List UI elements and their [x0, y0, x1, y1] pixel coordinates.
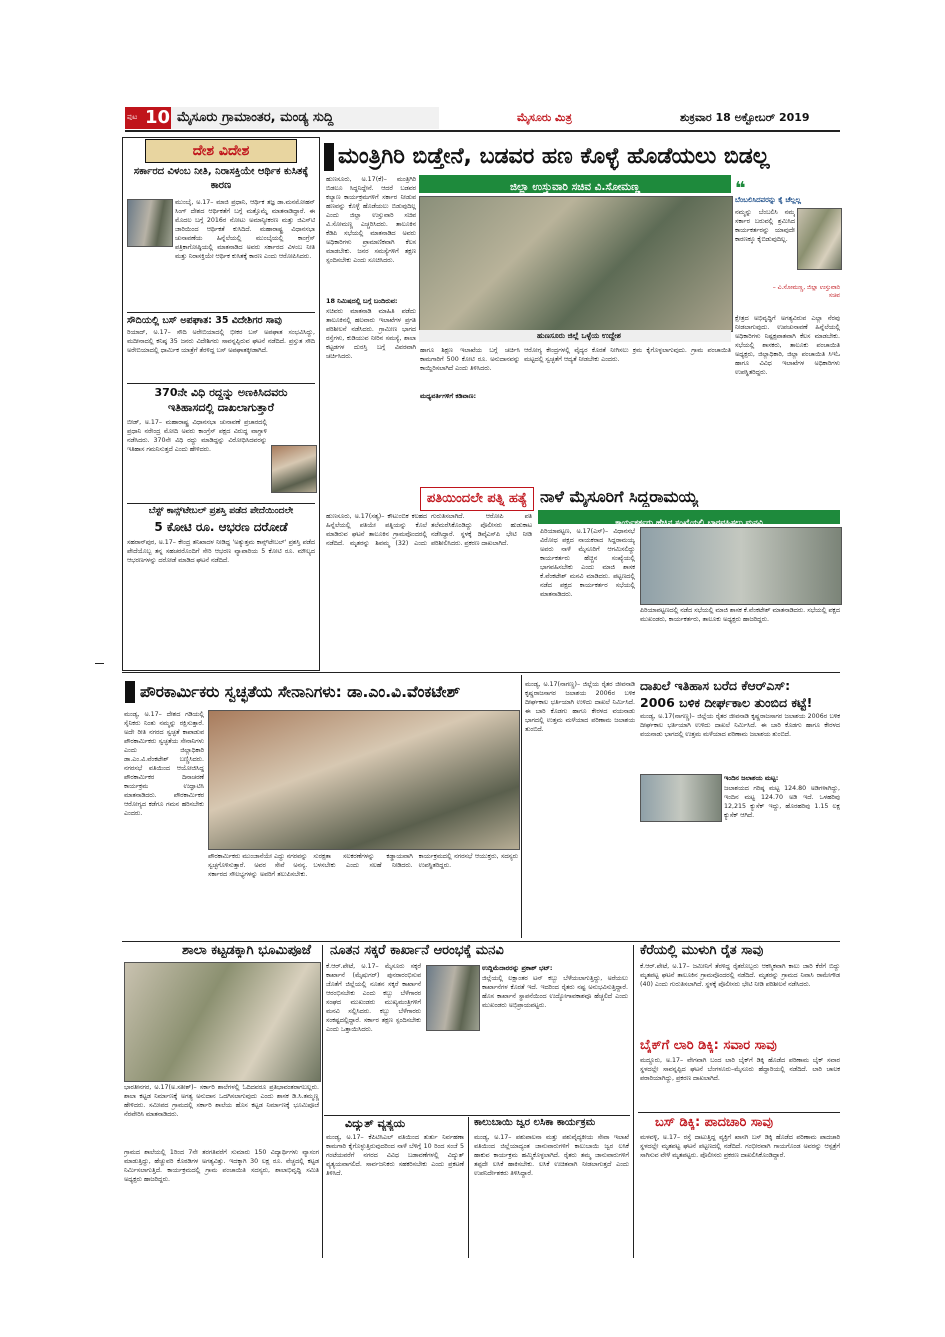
- lead-meeting-photo: [419, 196, 733, 332]
- story3-headline-1: 370ನೇ ವಿಧಿ ರದ್ದನ್ನು ಅಣಕಿಸಿದವರು: [154, 386, 288, 399]
- lead-photo-caption-band: [419, 330, 731, 342]
- lead-quote-box: [735, 178, 840, 310]
- siddaramaiah-meeting-photo: [640, 527, 842, 605]
- quote-by: – ವಿ.ಸೋಮಣ್ಣ, ಜಿಲ್ಲಾ ಉಸ್ತುವಾರಿ ಸಚಿವ: [772, 284, 840, 299]
- divider: [127, 503, 315, 504]
- column-rule: [468, 1117, 469, 1258]
- story4-headline-2: 5 ಕೋಟಿ ರೂ. ಆಭರಣ ದರೋಡೆ: [154, 520, 288, 534]
- keri-headline: ಕೆರೆಯಲ್ಲಿ ಮುಳುಗಿ ರೈತ ಸಾವು: [640, 943, 764, 958]
- kalubayi-headline: ಕಾಲುಬಾಯಿ ಜ್ವರ ಲಸಿಕಾ ಕಾರ್ಯಕ್ರಮ: [474, 1117, 596, 1128]
- column-rule: [322, 945, 323, 1258]
- pati-body: ಹುಣಸೂರು, ಅ.17(ಸತ್ಯ)– ಕೌಟುಂಬಿಕ ಕಲಹದ ಹಿನ್ನೆಲೆಯಲ್ಲಿ ಪತಿಯೇ ಪತ್ನಿಯನ್ನು ಕೊಲೆ ಮಾಡಿರುವ ಘಟನೆ ತಾಲೂಕಿನ ಗ್ರಾಮವೊಂದರಲ್ಲಿ ನಡೆದಿದೆ. ಮೃತರನ್ನು ಶಿವಮ್ಮ (32) ಎಂದು ಗುರುತಿಸಲಾಗಿದೆ. ಆರೋಪಿ ಪತಿ ತಲೆಮರೆಸಿಕೊಂಡಿದ್ದು ಪೊಲೀಸರು ಹುಡುಕಾಟ ನಡೆಸಿದ್ದಾರೆ. ಸ್ಥಳಕ್ಕೆ ಡಿವೈಎಸ್‌ಪಿ ಭೇಟಿ ನೀಡಿ ಪರಿಶೀಲಿಸಿದರು. ಪ್ರಕರಣ ದಾಖಲಾಗಿದೆ.: [326, 513, 532, 547]
- poura-body2: ಪೌರಕಾರ್ಮಿಕರು ಮುಂಜಾನೆಯೇ ಎದ್ದು ನಗರವನ್ನು ಸ್ವಚ್ಛಗೊಳಿಸುತ್ತಾರೆ. ಅವರ ಸೇವೆ ಅನನ್ಯ. ಸರ್ಕಾರದ ಸೌಲಭ್ಯಗಳನ್ನು ಅವರಿಗೆ ತಲುಪಿಸಬೇಕು. ಸುರಕ್ಷತಾ ಸಲಕರಣೆಗಳನ್ನು ಕಡ್ಡಾಯವಾಗಿ ಬಳಸಬೇಕು ಎಂದು ಸಲಹೆ ನೀಡಿದರು. ಕಾರ್ಯಕ್ರಮದಲ್ಲಿ ನಗರಸಭೆ ಆಯುಕ್ತರು, ಸದಸ್ಯರು ಉಪಸ್ಥಿತರಿದ್ದರು.: [208, 853, 518, 878]
- quote-mark: ❝: [735, 178, 746, 199]
- divider: [324, 1115, 630, 1116]
- lead-headline-bar: [324, 140, 840, 174]
- krs-headline-2: 2006 ಬಳಿಕ ದೀರ್ಘಕಾಲ ತುಂಬಿದ ಕಟ್ಟೆ!: [640, 695, 813, 710]
- lead-strap: [419, 175, 731, 193]
- sakkare-headline: ನೂತನ ಸಕ್ಕರೆ ಕಾರ್ಖಾನೆ ಆರಂಭಕ್ಕೆ ಮನವಿ: [330, 943, 504, 958]
- story3-headline-2: ಇತಿಹಾಸದಲ್ಲಿ ದಾಖಲಾಗುತ್ತಾರೆ: [168, 401, 274, 414]
- desha-videsha-label: ದೇಶ ವಿದೇಶ: [192, 143, 250, 159]
- lead-headline: ಮಂತ್ರಿಗಿರಿ ಬಿಡ್ತೇನೆ, ಬಡವರ ಹಣ ಕೊಳ್ಳೆ ಹೊಡೆಯಲು ಬಿಡಲ್ಲ: [338, 144, 770, 169]
- vidyut-headline: ವಿದ್ಯುತ್ ವ್ಯತ್ಯಯ: [345, 1117, 406, 1130]
- divider: [127, 312, 315, 313]
- lead-col1-sub: 18 ನಿಮಿಷದಲ್ಲಿ ಬಗ್ಗೆ ಬಂದಿರುವ:: [326, 297, 398, 305]
- poura-event-photo: [208, 710, 520, 850]
- siddaramaiah-strap-text: ಕಾರ್ಯಕರ್ತರು ಹೆಚ್ಚಿನ ಸಂಖ್ಯೆಯಲ್ಲಿ ಭಾಗವಹಿಸಲು ಮನವಿ: [615, 518, 763, 527]
- story1-body: ಮುಂಬೈ, ಅ.17– ಮಾಜಿ ಪ್ರಧಾನಿ, ಆರ್ಥಿಕ ತಜ್ಞ ಡಾ.ಮನಮೋಹನ್ ಸಿಂಗ್ ದೇಶದ ಆರ್ಥಿಕತೆಗೆ ಬಗ್ಗೆ ಮತ್ತೊಮ್ಮೆ ಮಾತನಾಡಿದ್ದಾರೆ. ಈ ಮೊದಲ ಬಗ್ಗೆ 2016ರ ನೋಟು ಅಮಾನ್ಯೀಕರಣ ಮತ್ತು ಜಿಎಸ್‌ಟಿ ಜಾರಿಯಿಂದ ಆರ್ಥಿಕತೆ ಕುಸಿದಿದೆ. ಮಹಾರಾಷ್ಟ್ರ ವಿಧಾನಸಭಾ ಚುನಾವಣೆಯ ಹಿನ್ನೆಲೆಯಲ್ಲಿ ಮುಂಬೈಯಲ್ಲಿ ಕಾಂಗ್ರೆಸ್ ಪತ್ರಿಕಾಗೋಷ್ಠಿಯಲ್ಲಿ ಮಾತನಾಡಿದ ಅವರು ಸರ್ಕಾರದ ವಿಳಂಬ ನೀತಿ ಮತ್ತು ನಿರಾಸಕ್ತಿಯೇ ಆರ್ಥಿಕ ಕುಸಿತಕ್ಕೆ ಕಾರಣ ಎಂದು ಆರೋಪಿಸಿದರು.: [175, 199, 315, 260]
- siddaramaiah-strap: [538, 510, 840, 527]
- kalubayi-body: ಮಂಡ್ಯ, ಅ.17– ಪಶುಪಾಲನಾ ಮತ್ತು ಪಶುವೈದ್ಯಕೀಯ ಸೇವಾ ಇಲಾಖೆ ವತಿಯಿಂದ ಜಿಲ್ಲೆಯಾದ್ಯಂತ ಜಾನುವಾರುಗಳಿಗೆ ಕಾಲುಬಾಯಿ ಜ್ವರ ಲಸಿಕೆ ಹಾಕುವ ಕಾರ್ಯಕ್ರಮ ಹಮ್ಮಿಕೊಳ್ಳಲಾಗಿದೆ. ರೈತರು ತಮ್ಮ ಜಾನುವಾರುಗಳಿಗೆ ತಪ್ಪದೇ ಲಸಿಕೆ ಹಾಕಿಸಬೇಕು. ಲಸಿಕೆ ಉಚಿತವಾಗಿ ನೀಡಲಾಗುತ್ತದೆ ಎಂದು ಉಪನಿರ್ದೇಶಕರು ತಿಳಿಸಿದ್ದಾರೆ.: [474, 1134, 629, 1177]
- bus-headline: ಬಸ್ ಡಿಕ್ಕಿ: ಪಾದಚಾರಿ ಸಾವು: [655, 1115, 773, 1130]
- margin-tick: [95, 663, 104, 664]
- column-rule: [521, 675, 522, 938]
- column-rule: [633, 945, 634, 1258]
- page-label: ಪುಟ: [127, 113, 138, 121]
- siddaramaiah-body2: ಪಿರಿಯಾಪಟ್ಟಣದಲ್ಲಿ ನಡೆದ ಸಭೆಯಲ್ಲಿ ಮಾಜಿ ಶಾಸಕ ಕೆ.ವೆಂಕಟೇಶ್ ಮಾತನಾಡಿದರು. ಸಭೆಯಲ್ಲಿ ಪಕ್ಷದ ಮುಖಂಡರು, ಕಾರ್ಯಕರ್ತರು, ತಾಲೂಕು ಅಧ್ಯಕ್ಷರು ಹಾಜರಿದ್ದರು.: [640, 607, 840, 623]
- krs-body-2: ಮಂಡ್ಯ, ಅ.17(ನಾಗಣ್ಣ)– ಜಿಲ್ಲೆಯ ರೈತರ ಜೀವನಾಡಿ ಕೃಷ್ಣರಾಜಸಾಗರ ಜಲಾಶಯ 2006ರ ಬಳಿಕ ದೀರ್ಘಕಾಲ ಭರ್ತಿಯಾಗಿ ಉಳಿದು ದಾಖಲೆ ನಿರ್ಮಿಸಿದೆ. ಈ ಬಾರಿ ಕೊಡಗು ಹಾಗೂ ಕೇರಳದ ವಯನಾಡು ಭಾಗದಲ್ಲಿ ಉತ್ತಮ ಮಳೆಯಾದ ಪರಿಣಾಮ ಜಲಾಶಯ ತುಂಬಿದೆ.: [640, 713, 840, 738]
- story4-headline-1: ಬೆಸ್ಟ್ ಕಾನ್ಸ್‌ಟೇಬಲ್ ಪ್ರಶಸ್ತಿ ಪಡೆದ ಪೇದೆಯಿಂದಲೇ: [148, 506, 294, 516]
- divider: [127, 383, 315, 384]
- pati-headline-box: [420, 487, 534, 511]
- desha-videsha-box: [122, 137, 320, 671]
- krs-body: ಮಂಡ್ಯ, ಅ.17(ನಾಗಣ್ಣ)– ಜಿಲ್ಲೆಯ ರೈತರ ಜೀವನಾಡಿ ಕೃಷ್ಣರಾಜಸಾಗರ ಜಲಾಶಯ 2006ರ ಬಳಿಕ ದೀರ್ಘಕಾಲ ಭರ್ತಿಯಾಗಿ ಉಳಿದು ದಾಖಲೆ ನಿರ್ಮಿಸಿದೆ. ಈ ಬಾರಿ ಕೊಡಗು ಹಾಗೂ ಕೇರಳದ ವಯನಾಡು ಭಾಗದಲ್ಲಿ ಉತ್ತಮ ಮಳೆಯಾದ ಪರಿಣಾಮ ಜಲಾಶಯ ತುಂಬಿದೆ.: [525, 681, 635, 733]
- poura-black-slab: [125, 681, 135, 703]
- bus-body: ಮಳವಳ್ಳಿ, ಅ.17– ರಸ್ತೆ ದಾಟುತ್ತಿದ್ದ ವ್ಯಕ್ತಿಗೆ ಖಾಸಗಿ ಬಸ್ ಡಿಕ್ಕಿ ಹೊಡೆದ ಪರಿಣಾಮ ಪಾದಚಾರಿ ಸ್ಥಳದಲ್ಲೇ ಮೃತಪಟ್ಟ ಘಟನೆ ಪಟ್ಟಣದಲ್ಲಿ ನಡೆದಿದೆ. ಗಂಭೀರವಾಗಿ ಗಾಯಗೊಂಡ ಅವರನ್ನು ಆಸ್ಪತ್ರೆಗೆ ಸಾಗಿಸುವ ವೇಳೆ ಮೃತಪಟ್ಟರು. ಪೊಲೀಸರು ಪ್ರಕರಣ ದಾಖಲಿಸಿಕೊಂಡಿದ್ದಾರೆ.: [640, 1134, 840, 1159]
- bike-body: ಮದ್ದೂರು, ಅ.17– ವೇಗವಾಗಿ ಬಂದ ಲಾರಿ ಬೈಕ್‌ಗೆ ಡಿಕ್ಕಿ ಹೊಡೆದ ಪರಿಣಾಮ ಬೈಕ್ ಸವಾರ ಸ್ಥಳದಲ್ಲೇ ಸಾವನ್ನಪ್ಪಿದ ಘಟನೆ ಬೆಂಗಳೂರು–ಮೈಸೂರು ಹೆದ್ದಾರಿಯಲ್ಲಿ ನಡೆದಿದೆ. ಲಾರಿ ಚಾಲಕ ಪರಾರಿಯಾಗಿದ್ದು, ಪ್ರಕರಣ ದಾಖಲಾಗಿದೆ.: [640, 1057, 840, 1082]
- paper-name: ಮೈಸೂರು ಮಿತ್ರ: [517, 111, 572, 124]
- siddaramaiah-headline: ನಾಳೆ ಮೈಸೂರಿಗೆ ಸಿದ್ದರಾಮಯ್ಯ: [540, 487, 698, 506]
- krs-sub: ಇಂದಿನ ಜಲಾಶಯ ಮಟ್ಟ:: [724, 774, 779, 782]
- story1-headline: ಸರ್ಕಾರದ ವಿಳಂಬ ನೀತಿ, ನಿರಾಸಕ್ತಿಯೇ ಆರ್ಥಿಕ ಕುಸಿತಕ್ಕೆ ಕಾರಣ: [133, 166, 309, 191]
- lead-col3: ಆರೋಗ್ಯ ಕೇಂದ್ರಗಳಲ್ಲಿ ವೈದ್ಯರ ಕೊರತೆ ನೀಗಿಸಲು ಕ್ರಮ ಕೈಗೊಳ್ಳಲಾಗುವುದು. ಗ್ರಾಮ ಪಂಚಾಯಿತಿ ಮಟ್ಟದಲ್ಲಿ ಸ್ವಚ್ಛತೆಗೆ ಆದ್ಯತೆ ನೀಡಬೇಕು ಎಂದರು.: [524, 347, 731, 363]
- lead-strap-text: ಜಿಲ್ಲಾ ಉಸ್ತುವಾರಿ ಸಚಿವ ವಿ.ಸೋಮಣ್ಣ: [509, 181, 641, 193]
- story2-headline: ಸೌದಿಯಲ್ಲಿ ಬಸ್ ಅಪಘಾತ: 35 ವಿದೇಶಿಗರ ಸಾವು: [127, 315, 282, 326]
- story4-body: ಸಹರಾನ್‌ಪುರ, ಅ.17– ಕೇಂದ್ರ ತನಿಖಾದಳ ನೀಡಿದ್ದ 'ಅತ್ಯುತ್ತಮ ಕಾನ್ಸ್‌ಟೇಬಲ್' ಪ್ರಶಸ್ತಿ ಪಡೆದ ಪೇದೆಯೊಬ್ಬ ತನ್ನ ಸಹಚರರೊಂದಿಗೆ ಸೇರಿ ಆಭರಣ ವ್ಯಾಪಾರಿಯ 5 ಕೋಟಿ ರೂ. ಮೌಲ್ಯದ ಆಭರಣಗಳನ್ನು ದರೋಡೆ ಮಾಡಿದ ಘಟನೆ ನಡೆದಿದೆ.: [127, 539, 315, 564]
- issue-date: ಶುಕ್ರವಾರ 18 ಅಕ್ಟೋಬರ್ 2019: [680, 111, 810, 124]
- lead-col2-sub: ಮಧ್ಯವರ್ತಿಗಳಿಗೆ ಕಡಿವಾಣ:: [420, 392, 477, 400]
- sakkare-person-photo: [426, 965, 480, 1031]
- section-band: [171, 107, 439, 129]
- lead-black-slab: [324, 143, 334, 171]
- quote-head: ಬೆಂಬಲಿಸಿದವರನ್ನು ಕೈ ಚೆಲ್ಲಲ್ಲ: [735, 196, 801, 204]
- bike-headline: ಬೈಕ್‌ಗೆ ಲಾರಿ ಡಿಕ್ಕಿ: ಸವಾರ ಸಾವು: [640, 1038, 777, 1053]
- sakkare-body: ಕೆ.ಆರ್.ಪೇಟೆ, ಅ.17– ಮೈಸೂರು ಸಕ್ಕರೆ ಕಾರ್ಖಾನೆ (ಮೈಷುಗರ್) ಪುನರಾರಂಭಿಸುವ ಜೊತೆಗೆ ಜಿಲ್ಲೆಯಲ್ಲಿ ನೂತನ ಸಕ್ಕರೆ ಕಾರ್ಖಾನೆ ಆರಂಭಿಸಬೇಕು ಎಂದು ಕಬ್ಬು ಬೆಳೆಗಾರರ ಸಂಘದ ಮುಖಂಡರು ಮುಖ್ಯಮಂತ್ರಿಗಳಿಗೆ ಮನವಿ ಸಲ್ಲಿಸಿದರು. ಕಬ್ಬು ಬೆಳೆಗಾರರು ಸಂಕಷ್ಟದಲ್ಲಿದ್ದಾರೆ. ಸರ್ಕಾರ ತಕ್ಷಣ ಸ್ಪಂದಿಸಬೇಕು ಎಂದು ಒತ್ತಾಯಿಸಿದರು.: [326, 963, 421, 1033]
- lead-right-body: ಕ್ಷೇತ್ರದ ಅಭಿವೃದ್ಧಿಗೆ ಅಗತ್ಯವಿರುವ ಎಲ್ಲಾ ನೆರವು ನೀಡಲಾಗುವುದು. ಉಪಚುನಾವಣೆ ಹಿನ್ನೆಲೆಯಲ್ಲಿ ಅಧಿಕಾರಿಗಳು ನಿಷ್ಪಕ್ಷಪಾತವಾಗಿ ಕೆಲಸ ಮಾಡಬೇಕು. ಸಭೆಯಲ್ಲಿ ಶಾಸಕರು, ತಾಲೂಕು ಪಂಚಾಯಿತಿ ಅಧ್ಯಕ್ಷರು, ಜಿಲ್ಲಾಧಿಕಾರಿ, ಜಿಲ್ಲಾ ಪಂಚಾಯಿತಿ ಸಿಇಓ ಹಾಗೂ ವಿವಿಧ ಇಲಾಖೆಗಳ ಅಧಿಕಾರಿಗಳು ಉಪಸ್ಥಿತರಿದ್ದರು.: [735, 315, 840, 376]
- poura-body: ಮಂಡ್ಯ, ಅ.17– ದೇಶದ ಗಡಿಯಲ್ಲಿ ಸೈನಿಕರು ನಿಂತು ನಮ್ಮನ್ನು ರಕ್ಷಿಸುತ್ತಾರೆ. ಅದೇ ರೀತಿ ನಗರದ ಸ್ವಚ್ಛತೆ ಕಾಪಾಡುವ ಪೌರಕಾರ್ಮಿಕರು ಸ್ವಚ್ಛತೆಯ ಸೇನಾನಿಗಳು ಎಂದು ಜಿಲ್ಲಾಧಿಕಾರಿ ಡಾ.ಎಂ.ವಿ.ವೆಂಕಟೇಶ್ ಬಣ್ಣಿಸಿದರು. ನಗರಸಭೆ ವತಿಯಿಂದ ಆಯೋಜಿಸಿದ್ದ ಪೌರಕಾರ್ಮಿಕರ ದಿನಾಚರಣೆ ಕಾರ್ಯಕ್ರಮ ಉದ್ಘಾಟಿಸಿ ಮಾತನಾಡಿದರು. ಪೌರಕಾರ್ಮಿಕರ ಆರೋಗ್ಯದ ಕಡೆಗೂ ಗಮನ ಹರಿಸಬೇಕು ಎಂದರು.: [124, 711, 204, 817]
- page-number-badge: [125, 107, 171, 129]
- shala-body: ಭಾರತೀನಗರ, ಅ.17(ಅ.ಸತೀಶ್)– ಸರ್ಕಾರಿ ಶಾಲೆಗಳಲ್ಲಿ ಓದಿದವರೂ ಪ್ರತಿಭಾವಂತರಾಗಬಲ್ಲರು. ಶಾಲಾ ಕಟ್ಟಡ ನಿರ್ಮಾಣಕ್ಕೆ ಅಗತ್ಯ ಅನುದಾನ ಒದಗಿಸಲಾಗುವುದು ಎಂದು ಶಾಸಕ ಡಿ.ಸಿ.ತಮ್ಮಣ್ಣ ಹೇಳಿದರು. ಸಮೀಪದ ಗ್ರಾಮದಲ್ಲಿ ಸರ್ಕಾರಿ ಶಾಲೆಯ ಹೊಸ ಕಟ್ಟಡ ನಿರ್ಮಾಣಕ್ಕೆ ಭೂಮಿಪೂಜೆ ನೆರವೇರಿಸಿ ಮಾತನಾಡಿದರು.: [124, 1084, 319, 1118]
- somanna-photo: [797, 208, 842, 270]
- shala-headline: ಶಾಲಾ ಕಟ್ಟಡಕ್ಕಾಗಿ ಭೂಮಿಪೂಜೆ: [182, 943, 311, 958]
- keri-body: ಕೆ.ಆರ್.ಪೇಟೆ, ಅ.17– ಜಮೀನಿಗೆ ತೆರಳಿದ್ದ ರೈತರೊಬ್ಬರು ಆಕಸ್ಮಿಕವಾಗಿ ಕಾಲು ಜಾರಿ ಕೆರೆಗೆ ಬಿದ್ದು ಮೃತಪಟ್ಟ ಘಟನೆ ತಾಲೂಕಿನ ಗ್ರಾಮವೊಂದರಲ್ಲಿ ನಡೆದಿದೆ. ಮೃತರನ್ನು ಗ್ರಾಮದ ನಿವಾಸಿ ರಾಮೇಗೌಡ (40) ಎಂದು ಗುರುತಿಸಲಾಗಿದೆ. ಸ್ಥಳಕ್ಕೆ ಪೊಲೀಸರು ಭೇಟಿ ನೀಡಿ ಪರಿಶೀಲನೆ ನಡೆಸಿದರು.: [640, 963, 840, 988]
- manmohan-photo: [127, 199, 173, 247]
- vidyut-body: ಮಂಡ್ಯ, ಅ.17– ಕೆಪಿಟಿಸಿಎಲ್ ವತಿಯಿಂದ ತುರ್ತು ನಿರ್ವಹಣಾ ಕಾಮಗಾರಿ ಕೈಗೊಳ್ಳುತ್ತಿರುವುದರಿಂದ ನಾಳೆ ಬೆಳಿಗ್ಗೆ 10 ರಿಂದ ಸಂಜೆ 5 ಗಂಟೆಯವರೆಗೆ ನಗರದ ವಿವಿಧ ಬಡಾವಣೆಗಳಲ್ಲಿ ವಿದ್ಯುತ್ ವ್ಯತ್ಯಯವಾಗಲಿದೆ. ಸಾರ್ವಜನಿಕರು ಸಹಕರಿಸಬೇಕು ಎಂದು ಪ್ರಕಟಣೆ ತಿಳಿಸಿದೆ.: [326, 1134, 464, 1177]
- shala-body2: ಗ್ರಾಮದ ಶಾಲೆಯಲ್ಲಿ 1ರಿಂದ 7ನೇ ತರಗತಿವರೆಗೆ ಸುಮಾರು 150 ವಿದ್ಯಾರ್ಥಿಗಳು ವ್ಯಾಸಂಗ ಮಾಡುತ್ತಿದ್ದು, ಹೆಚ್ಚುವರಿ ಕೊಠಡಿಗಳ ಅಗತ್ಯವಿತ್ತು. ಇದಕ್ಕಾಗಿ 30 ಲಕ್ಷ ರೂ. ವೆಚ್ಚದಲ್ಲಿ ಕಟ್ಟಡ ನಿರ್ಮಿಸಲಾಗುತ್ತಿದೆ. ಕಾರ್ಯಕ್ರಮದಲ್ಲಿ ಗ್ರಾಮ ಪಂಚಾಯಿತಿ ಸದಸ್ಯರು, ಶಾಲಾಭಿವೃದ್ಧಿ ಸಮಿತಿ ಅಧ್ಯಕ್ಷರು ಹಾಜರಿದ್ದರು.: [124, 1149, 319, 1183]
- story3-body: ಬೀಡ್, ಅ.17– ಮಹಾರಾಷ್ಟ್ರ ವಿಧಾನಸಭಾ ಚುನಾವಣೆ ಪ್ರಚಾರದಲ್ಲಿ ಪ್ರಧಾನಿ ನರೇಂದ್ರ ಮೋದಿ ಅವರು ಕಾಂಗ್ರೆಸ್ ಪಕ್ಷದ ವಿರುದ್ಧ ವಾಗ್ದಾಳಿ ನಡೆಸಿದರು. 370ನೇ ವಿಧಿ ರದ್ದು ಮಾಡಿದ್ದನ್ನು ವಿರೋಧಿಸಿದವರನ್ನು ಇತಿಹಾಸ ಗಮನಿಸುತ್ತದೆ ಎಂದು ಹೇಳಿದರು.: [127, 419, 267, 453]
- divider: [638, 1112, 840, 1113]
- shala-bhoomipooja-photo: [124, 962, 321, 1082]
- story2-body: ರಿಯಾದ್, ಅ.17– ಸೌದಿ ಅರೇಬಿಯಾದಲ್ಲಿ ಭೀಕರ ಬಸ್ ಅಪಘಾತ ಸಂಭವಿಸಿದ್ದು, ಮದೀನಾದಲ್ಲಿ ಕನಿಷ್ಠ 35 ಜನರು ವಿದೇಶಿಗರು ಸಾವನ್ನಪ್ಪಿರುವ ಘಟನೆ ನಡೆದಿದೆ. ಪ್ರಸ್ತುತ ಸೌದಿ ಅರೇಬಿಯಾದಲ್ಲಿ ಧಾರ್ಮಿಕ ಯಾತ್ರೆಗೆ ತೆರಳಿದ್ದ ಬಸ್ ಅಪಘಾತಕ್ಕೀಡಾಗಿದೆ.: [127, 329, 315, 354]
- modi-photo: [271, 445, 317, 493]
- lead-col1-b: ಸಚಿವರು ಮಾತನಾಡಿ ಮಾಹಿತಿ ಪಡೆದು ತಾಲೂಕಿನಲ್ಲಿ ಹಲವಾರು ಇಲಾಖೆಗಳ ಪ್ರಗತಿ ಪರಿಶೀಲನೆ ನಡೆಸಿದರು. ಗ್ರಾಮೀಣ ಭಾಗದ ರಸ್ತೆಗಳು, ಕುಡಿಯುವ ನೀರಿನ ಸಮಸ್ಯೆ, ಶಾಲಾ ಕಟ್ಟಡಗಳ ದುರಸ್ತಿ ಬಗ್ಗೆ ವಿವರವಾಗಿ ಚರ್ಚಿಸಿದರು.: [326, 308, 416, 360]
- quote-body: ನಮ್ಮನ್ನು ಬೆಂಬಲಿಸಿ ನಮ್ಮ ಸರ್ಕಾರ ಬರುವಲ್ಲಿ ಶ್ರಮಿಸಿದ ಕಾರ್ಯಕರ್ತರನ್ನು ಯಾವುದೇ ಕಾರಣಕ್ಕೂ ಕೈಬಿಡುವುದಿಲ್ಲ.: [735, 209, 795, 243]
- sakkare-body2: ಜಿಲ್ಲೆಯಲ್ಲಿ ಲಕ್ಷಾಂತರ ಟನ್ ಕಬ್ಬು ಬೆಳೆಯಲಾಗುತ್ತಿದ್ದು, ಅರೆಯಲು ಕಾರ್ಖಾನೆಗಳ ಕೊರತೆ ಇದೆ. ಇದರಿಂದ ರೈತರು ನಷ್ಟ ಅನುಭವಿಸುತ್ತಿದ್ದಾರೆ. ಹೊಸ ಕಾರ್ಖಾನೆ ಸ್ಥಾಪನೆಯಿಂದ ಉದ್ಯೋಗಾವಕಾಶವೂ ಹೆಚ್ಚಲಿದೆ ಎಂದು ಮುಖಂಡರು ಅಭಿಪ್ರಾಯಪಟ್ಟರು.: [482, 975, 628, 1009]
- lead-photo-caption: ಹುಣಸೂರು ಜಿಲ್ಲೆ ಒಳ್ಳೆಯ ಉದ್ದೇಶ: [537, 331, 621, 340]
- sakkare-sub: ಉದ್ದಿಮೆದಾರರನ್ನು ಪ್ರಕಾಶ್ ಭಟ್:: [482, 964, 553, 972]
- siddaramaiah-body: ಪಿರಿಯಾಪಟ್ಟಣ, ಅ.17(ಎಸ್)– ವಿಧಾನಸಭೆ ವಿರೋಧ ಪಕ್ಷದ ನಾಯಕರಾದ ಸಿದ್ದರಾಮಯ್ಯ ಅವರು ನಾಳೆ ಮೈಸೂರಿಗೆ ಆಗಮಿಸಲಿದ್ದು ಕಾರ್ಯಕರ್ತರು ಹೆಚ್ಚಿನ ಸಂಖ್ಯೆಯಲ್ಲಿ ಭಾಗವಹಿಸಬೇಕು ಎಂದು ಮಾಜಿ ಶಾಸಕ ಕೆ.ವೆಂಕಟೇಶ್ ಮನವಿ ಮಾಡಿದರು. ಪಟ್ಟಣದಲ್ಲಿ ನಡೆದ ಪಕ್ಷದ ಕಾರ್ಯಕರ್ತರ ಸಭೆಯಲ್ಲಿ ಮಾತನಾಡಿದರು.: [540, 528, 635, 598]
- masthead-rule: [125, 130, 840, 132]
- krs-body2: ಜಲಾಶಯದ ಗರಿಷ್ಠ ಮಟ್ಟ 124.80 ಅಡಿಗಳಾಗಿದ್ದು, ಇಂದಿನ ಮಟ್ಟ 124.70 ಅಡಿ ಇದೆ. ಒಳಹರಿವು 12,215 ಕ್ಯುಸೆಕ್ ಇದ್ದು, ಹೊರಹರಿವು 1.15 ಲಕ್ಷ ಕ್ಯುಸೆಕ್ ಆಗಿದೆ.: [724, 785, 840, 819]
- krs-headline-1: ದಾಖಲೆ ಇತಿಹಾಸ ಬರೆದ ಕೆಆರ್‌ಎಸ್:: [640, 678, 791, 693]
- page-number: 10: [145, 107, 171, 128]
- desha-videsha-tag: [145, 139, 297, 163]
- section-title: ಮೈಸೂರು ಗ್ರಾಮಾಂತರ, ಮಂಡ್ಯ ಸುದ್ದಿ: [177, 110, 334, 125]
- lead-col2: ಹಾಗೂ ಶಿಕ್ಷಣ ಇಲಾಖೆಯ ಬಗ್ಗೆ ಚರ್ಚಿಸಿ ಕಾಮಗಾರಿಗೆ 500 ಕೋಟಿ ರೂ. ಅನುದಾನವನ್ನು ಕಾಯ್ದಿರಿಸಲಾಗಿದೆ ಎಂದು ತಿಳಿಸಿದರು.: [420, 347, 520, 372]
- section-rule: [122, 672, 840, 673]
- lead-col1: ಹುಣಸೂರು, ಅ.17(ಕೆ)– ಮಂತ್ರಿಗಿರಿ ಬಿಡಲೂ ಸಿದ್ಧನಿದ್ದೇನೆ. ಆದರೆ ಬಡವರ ಕಲ್ಯಾಣ ಕಾರ್ಯಕ್ರಮಗಳಿಗೆ ಸರ್ಕಾರ ನೀಡುವ ಹಣವನ್ನು ಕೊಳ್ಳೆ ಹೊಡೆಯಲು ಬಿಡುವುದಿಲ್ಲ ಎಂದು ಜಿಲ್ಲಾ ಉಸ್ತುವಾರಿ ಸಚಿವ ವಿ.ಸೋಮಣ್ಣ ಎಚ್ಚರಿಸಿದರು. ತಾಲೂಕಿನ ಕೆಡಿಪಿ ಸಭೆಯಲ್ಲಿ ಮಾತನಾಡಿದ ಅವರು ಅಧಿಕಾರಿಗಳು ಪ್ರಾಮಾಣಿಕವಾಗಿ ಕೆಲಸ ಮಾಡಬೇಕು. ಜನರ ಸಮಸ್ಯೆಗಳಿಗೆ ತಕ್ಷಣ ಸ್ಪಂದಿಸಬೇಕು ಎಂದು ಸೂಚಿಸಿದರು.: [326, 176, 416, 264]
- section-rule: [122, 941, 840, 942]
- poura-headline: ಪೌರಕಾರ್ಮಿಕರು ಸ್ವಚ್ಛತೆಯ ಸೇನಾನಿಗಳು: ಡಾ.ಎಂ.ವಿ.ವೆಂಕಟೇಶ್: [140, 683, 461, 701]
- masthead: [125, 107, 838, 129]
- krs-dam-photo: [640, 774, 722, 822]
- pati-headline: ಪತಿಯಿಂದಲೇ ಪತ್ನಿ ಹತ್ಯೆ: [426, 491, 528, 506]
